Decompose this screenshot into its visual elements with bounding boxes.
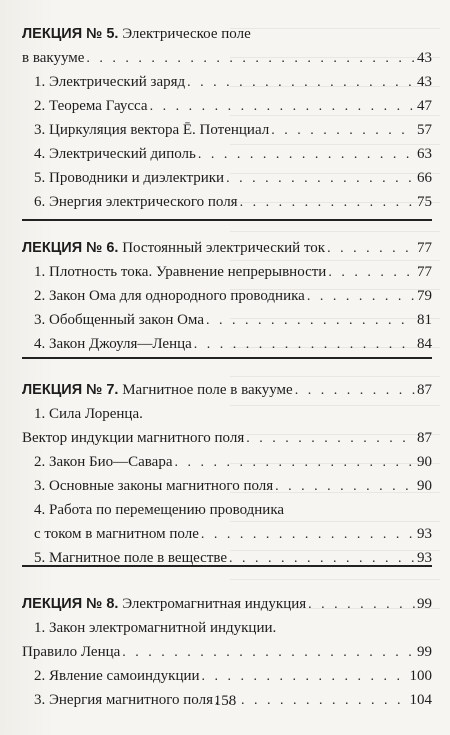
entry-title: 4. Электрический диполь — [34, 146, 196, 162]
page-ref: 99 — [417, 596, 432, 612]
page-ref: 104 — [409, 692, 432, 708]
page-ref: 43 — [417, 50, 432, 66]
page-ref: 63 — [417, 146, 432, 162]
leader-dots — [174, 451, 415, 475]
entry-title: 3. Циркуляция вектора Ē. Потенциал — [34, 122, 270, 138]
toc-entry[interactable] — [22, 522, 432, 546]
toc-entry[interactable] — [22, 332, 432, 356]
lecture-title: Магнитное поле в вакууме — [122, 382, 293, 398]
entry-title: 3. Основные законы магнитного поля — [34, 478, 274, 494]
toc-entry[interactable] — [22, 284, 432, 308]
leader-dots — [206, 309, 415, 333]
entry-title: 2. Теорема Гаусса — [34, 98, 148, 114]
leader-dots — [226, 167, 415, 191]
page-ref: 99 — [417, 644, 432, 660]
lecture-label: ЛЕКЦИЯ № 7. — [22, 382, 119, 398]
page-ref: 81 — [417, 312, 432, 328]
toc-entry[interactable] — [22, 166, 432, 190]
toc-entry[interactable] — [22, 118, 432, 142]
lecture-title: Электрическое поле — [122, 26, 251, 42]
lecture-5-heading — [22, 22, 432, 46]
lecture-6-section — [22, 236, 432, 356]
table-of-contents — [22, 22, 432, 726]
lecture-5-section — [22, 22, 432, 214]
leader-dots — [187, 71, 415, 95]
toc-entry[interactable] — [22, 450, 432, 474]
entry-title: 5. Магнитное поле в веществе — [34, 550, 228, 566]
entry-title: 6. Энергия электрического поля — [34, 194, 238, 210]
leader-dots — [122, 641, 415, 665]
lecture-title: Постоянный электрический ток — [122, 240, 326, 256]
page-ref: 84 — [417, 336, 432, 352]
toc-entry[interactable] — [22, 640, 432, 664]
entry-title: Вектор индукции магнитного поля — [22, 430, 245, 446]
lecture-label: ЛЕКЦИЯ № 8. — [22, 596, 119, 612]
page-ref: 77 — [417, 264, 432, 280]
page-ref: 43 — [417, 74, 432, 90]
entry-title: 2. Явление самоиндукции — [34, 668, 200, 684]
toc-entry[interactable] — [22, 546, 432, 570]
leader-dots — [86, 47, 415, 71]
toc-entry[interactable] — [22, 664, 432, 688]
entry-title: 1. Плотность тока. Уравнение непрерывности — [34, 264, 327, 280]
lecture-title-cont: в вакууме — [22, 50, 85, 66]
page-ref: 77 — [417, 240, 432, 256]
entry-title-line1: 4. Работа по перемещению проводника — [34, 502, 285, 518]
entry-title: 4. Закон Джоуля—Ленца — [34, 336, 192, 352]
leader-dots — [201, 523, 415, 547]
toc-entry[interactable] — [22, 142, 432, 166]
toc-entry[interactable] — [22, 260, 432, 284]
lecture-6-title-entry[interactable] — [22, 236, 432, 260]
toc-entry[interactable] — [22, 426, 432, 450]
page-ref: 47 — [417, 98, 432, 114]
leader-dots — [229, 547, 415, 571]
page-ref: 75 — [417, 194, 432, 210]
leader-dots — [240, 191, 415, 215]
page-ref: 66 — [417, 170, 432, 186]
lecture-title: Электромагнитная индукция — [122, 596, 307, 612]
lecture-5-title-entry[interactable] — [22, 46, 432, 70]
entry-title: 3. Энергия магнитного поля — [34, 692, 213, 708]
entry-title: с током в магнитном поле — [34, 526, 199, 542]
leader-dots — [202, 665, 408, 689]
leader-dots — [150, 95, 415, 119]
entry-title: 2. Закон Ома для однородного проводника — [34, 288, 305, 304]
toc-entry[interactable] — [22, 474, 432, 498]
entry-title: 2. Закон Био—Савара — [34, 454, 173, 470]
page-ref: 87 — [417, 430, 432, 446]
toc-entry[interactable] — [22, 308, 432, 332]
toc-entry[interactable] — [22, 190, 432, 214]
page-number: 158 — [213, 693, 237, 709]
leader-dots — [246, 427, 415, 451]
page-ref: 90 — [417, 478, 432, 494]
entry-title: 1. Электрический заряд — [34, 74, 186, 90]
toc-entry[interactable] — [22, 70, 432, 94]
leader-dots — [307, 285, 415, 309]
page-ref: 93 — [417, 526, 432, 542]
leader-dots — [328, 261, 415, 285]
lecture-label: ЛЕКЦИЯ № 5. — [22, 26, 119, 42]
toc-entry[interactable] — [22, 94, 432, 118]
leader-dots — [295, 379, 415, 403]
lecture-label: ЛЕКЦИЯ № 6. — [22, 240, 119, 256]
lecture-8-title-entry[interactable] — [22, 592, 432, 616]
page-ref: 90 — [417, 454, 432, 470]
page-ref: 79 — [417, 288, 432, 304]
leader-dots — [308, 593, 415, 617]
lecture-7-title-entry[interactable] — [22, 378, 432, 402]
entry-title: 5. Проводники и диэлектрики — [34, 170, 225, 186]
page-ref: 100 — [409, 668, 432, 684]
entry-title: 3. Обобщенный закон Ома — [34, 312, 204, 328]
leader-dots — [271, 119, 415, 143]
entry-title: Правило Ленца — [22, 644, 121, 660]
entry-title-line1: 1. Сила Лоренца. — [34, 406, 143, 422]
leader-dots — [327, 237, 415, 261]
page-ref: 93 — [417, 550, 432, 566]
lecture-7-section — [22, 378, 432, 570]
leader-dots — [275, 475, 415, 499]
leader-dots — [194, 333, 415, 357]
leader-dots — [198, 143, 415, 167]
page-ref: 87 — [417, 382, 432, 398]
page-ref: 57 — [417, 122, 432, 138]
entry-title-line1: 1. Закон электромагнитной индукции. — [34, 620, 277, 636]
